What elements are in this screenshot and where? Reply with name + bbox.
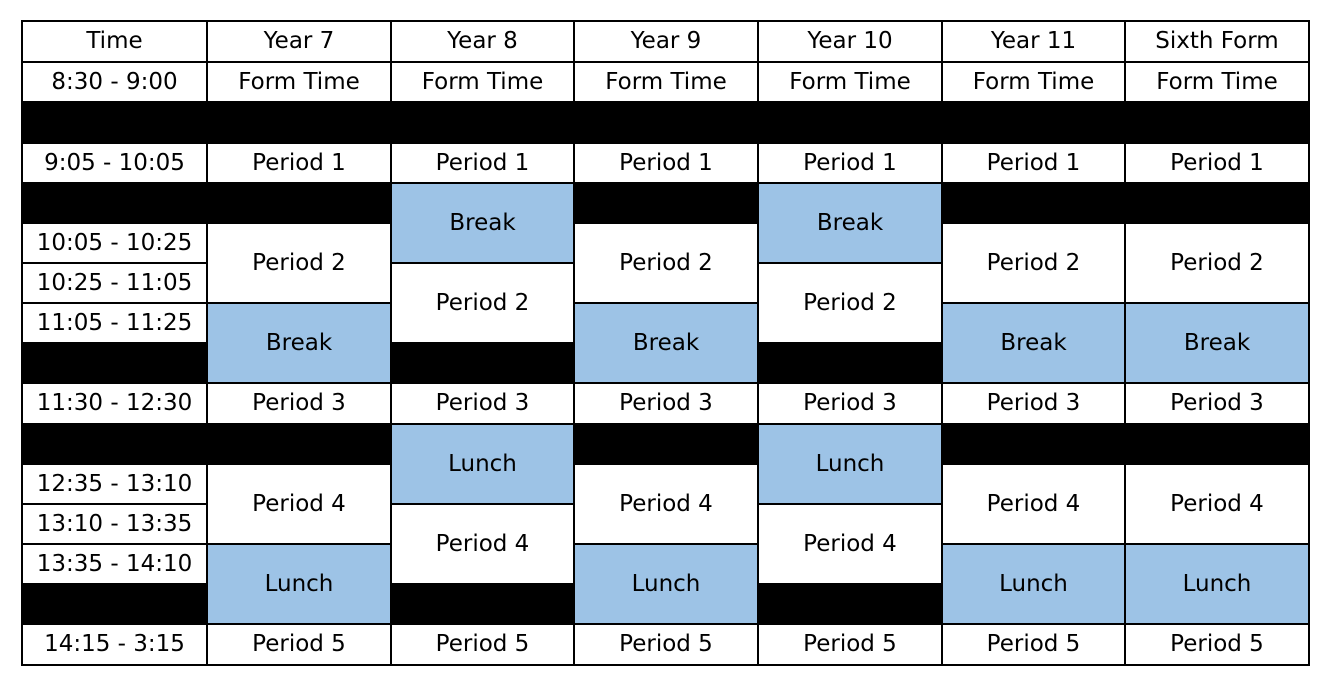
period-cell: Period 4 [391,504,574,584]
lunch-cell: Lunch [942,544,1125,624]
transition-gap [758,584,942,624]
header-row [22,21,1309,62]
period-cell: Period 1 [1125,143,1309,183]
break-cell: Break [758,183,942,263]
period-cell: Period 4 [574,464,758,544]
form-time-cell: Form Time [758,62,942,102]
period-cell: Period 4 [1125,464,1309,544]
gap-row [22,102,1309,143]
break-cell: Break [574,303,758,383]
form-time-cell: Form Time [1125,62,1309,102]
break-cell: Break [391,183,574,263]
lunch-cell: Lunch [1125,544,1309,624]
time-cell: 11:05 - 11:25 [22,303,207,343]
break-cell: Break [942,303,1125,383]
time-cell: 8:30 - 9:00 [22,62,207,102]
lunch-cell: Lunch [207,544,391,624]
time-cell: 12:35 - 13:10 [22,464,207,504]
header-year-10: Year 10 [758,21,942,62]
table-row [22,383,1309,424]
period-cell: Period 1 [758,143,942,183]
table-row [22,183,1309,223]
transition-gap [1125,183,1309,223]
period-cell: Period 5 [574,624,758,665]
transition-gap [942,183,1125,223]
form-time-cell: Form Time [942,62,1125,102]
lunch-cell: Lunch [574,544,758,624]
form-time-cell: Form Time [207,62,391,102]
transition-gap [207,183,391,223]
transition-gap [574,183,758,223]
break-cell: Break [207,303,391,383]
period-cell: Period 4 [942,464,1125,544]
period-cell: Period 2 [758,263,942,343]
time-cell: 13:35 - 14:10 [22,544,207,584]
header-year-9: Year 9 [574,21,758,62]
table-row [22,544,1309,584]
table-row [22,624,1309,665]
period-cell: Period 3 [574,383,758,424]
period-cell: Period 5 [758,624,942,665]
transition-gap [391,584,574,624]
table-row [22,464,1309,504]
period-cell: Period 2 [207,223,391,303]
period-cell: Period 5 [207,624,391,665]
table-row [22,62,1309,102]
period-cell: Period 3 [391,383,574,424]
table-row [22,143,1309,183]
transition-gap [758,343,942,383]
table-row [22,223,1309,263]
header-year-11: Year 11 [942,21,1125,62]
period-cell: Period 2 [1125,223,1309,303]
transition-gap [942,424,1125,464]
time-cell: 14:15 - 3:15 [22,624,207,665]
period-cell: Period 3 [207,383,391,424]
period-cell: Period 3 [758,383,942,424]
period-cell: Period 2 [574,223,758,303]
time-cell: 11:30 - 12:30 [22,383,207,424]
form-time-cell: Form Time [391,62,574,102]
transition-gap [22,584,207,624]
period-cell: Period 1 [574,143,758,183]
period-cell: Period 2 [391,263,574,343]
transition-gap [22,424,207,464]
period-cell: Period 1 [391,143,574,183]
transition-gap [391,343,574,383]
period-cell: Period 5 [391,624,574,665]
transition-gap [574,424,758,464]
period-cell: Period 2 [942,223,1125,303]
transition-gap [1125,424,1309,464]
period-cell: Period 5 [942,624,1125,665]
lunch-cell: Lunch [758,424,942,504]
period-cell: Period 3 [942,383,1125,424]
form-time-cell: Form Time [574,62,758,102]
period-cell: Period 5 [1125,624,1309,665]
period-cell: Period 1 [207,143,391,183]
header-year-8: Year 8 [391,21,574,62]
header-sixth-form: Sixth Form [1125,21,1309,62]
break-cell: Break [1125,303,1309,383]
period-cell: Period 4 [758,504,942,584]
table-row [22,424,1309,464]
period-cell: Period 1 [942,143,1125,183]
transition-gap [22,343,207,383]
time-cell: 10:05 - 10:25 [22,223,207,263]
header-year-7: Year 7 [207,21,391,62]
school-day-timetable [21,20,1310,666]
period-cell: Period 4 [207,464,391,544]
time-cell: 10:25 - 11:05 [22,263,207,303]
transition-gap [207,424,391,464]
transition-gap [22,183,207,223]
table-row [22,303,1309,343]
header-time: Time [22,21,207,62]
transition-gap [22,102,1309,143]
time-cell: 9:05 - 10:05 [22,143,207,183]
period-cell: Period 3 [1125,383,1309,424]
time-cell: 13:10 - 13:35 [22,504,207,544]
lunch-cell: Lunch [391,424,574,504]
